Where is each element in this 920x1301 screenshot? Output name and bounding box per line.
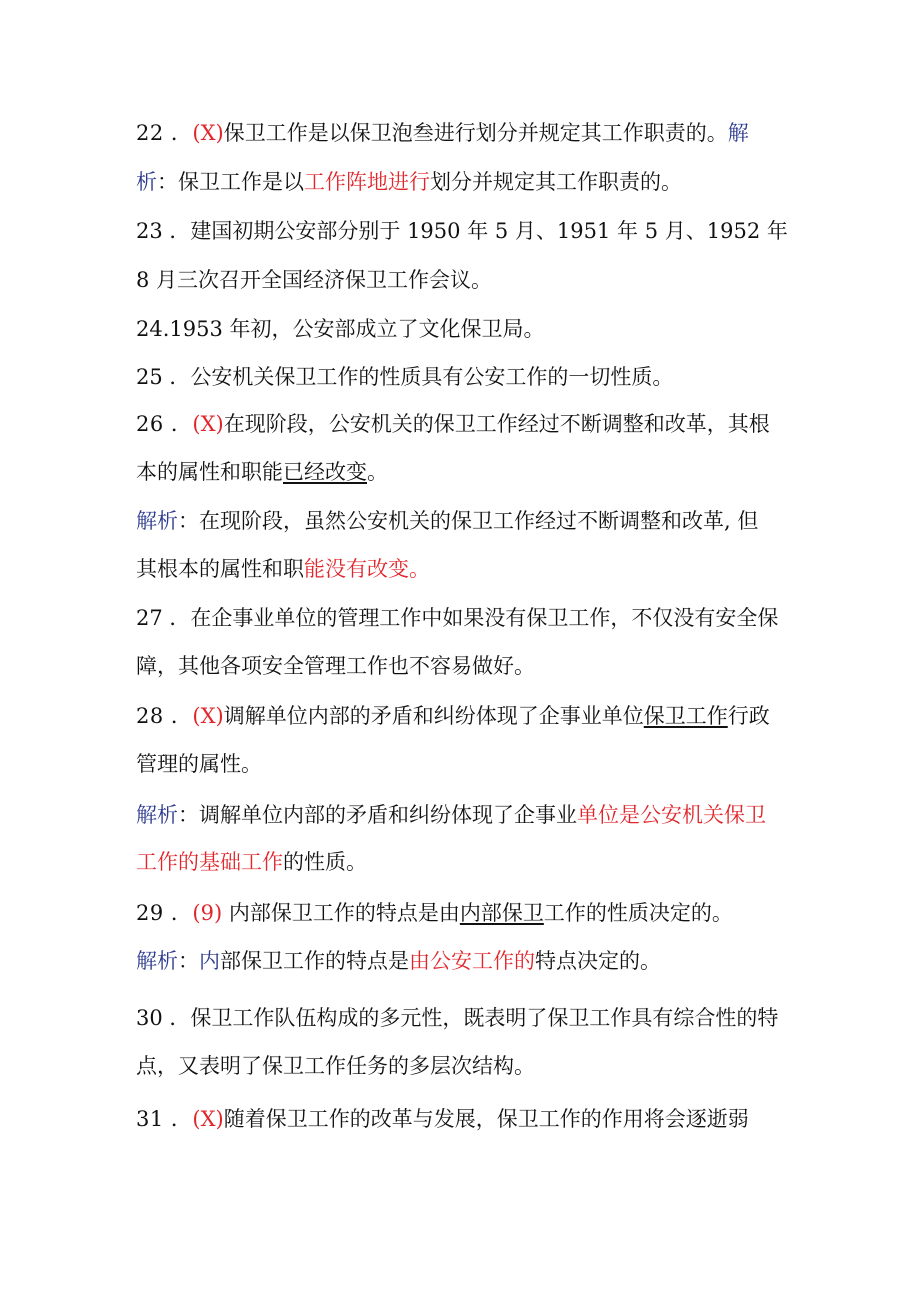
text-line [136,1104,800,1134]
text-segment: 8 月三次召开全国经济保卫工作会议。 [136,268,493,292]
text-segment: 内部保卫工作的特点是由 [222,901,460,925]
text-line [136,265,800,295]
text-segment: 随着保卫工作的改革与发展，保卫工作的作用将会逐逝弱 [223,1107,749,1131]
text-line [136,701,800,731]
highlight-text: 由公安工作的 [409,949,535,973]
text-segment: ： [178,949,199,973]
text-segment: 保卫工作是以保卫泡叁进行划分并规定其工作职责的。 [223,121,728,145]
text-segment: 24.1953 年初，公安部成立了文化保卫局。 [136,317,545,341]
text-segment: ：保卫工作是以 [157,170,304,194]
text-line [136,554,800,584]
text-segment: 特点决定的。 [535,949,661,973]
analysis-label: 解 [727,121,749,145]
text-line [136,457,800,487]
analysis-label: 内 [199,949,220,973]
text-line [136,898,800,928]
text-segment: 行政 [727,704,770,728]
text-line [136,167,800,197]
highlight-text: (X) [192,1107,224,1131]
text-segment: 障，其他各项安全管理工作也不容易做好。 [136,654,535,678]
text-segment: 31 ． [136,1107,193,1131]
text-segment: 点，又表明了保卫工作任务的多层次结构。 [136,1054,535,1078]
highlight-text: (9) [192,901,223,925]
text-line [136,847,800,877]
text-segment: 。 [367,460,388,484]
text-segment: 管理的属性。 [136,752,262,776]
text-segment: 调解单位内部的矛盾和纠纷体现了企事业单位 [223,704,644,728]
text-segment: 23 ．建国初期公安部分别于 1950 年 5 月、1951 年 5 月、1952 年 [136,219,788,243]
analysis-label: 解析 [136,509,178,533]
highlight-text: 能没有改变。 [304,557,430,581]
text-segment: 25 ．公安机关保卫工作的性质具有公安工作的一切性质。 [136,365,674,389]
highlight-text: 单位是公安机关保卫 [577,803,766,827]
text-line [136,506,800,536]
text-segment: 本的属性和职能 [136,460,283,484]
highlight-text: (X) [192,121,224,145]
text-segment: 工作的性质决定的。 [543,901,733,925]
text-segment: 29 ． [136,901,193,925]
underlined-text: 内部保卫 [459,901,544,925]
text-line [136,118,800,148]
text-segment: 26 ． [136,412,193,436]
text-segment: 部保卫工作的特点是 [220,949,409,973]
analysis-label: 解析 [136,949,178,973]
text-line [136,1003,800,1033]
text-line [136,946,800,976]
text-segment: 其根本的属性和职 [136,557,304,581]
text-segment: ：调解单位内部的矛盾和纠纷体现了企事业 [178,803,577,827]
text-line [136,362,800,392]
text-line [136,409,800,439]
highlight-text: 工作的基础工作 [136,850,283,874]
text-segment: ：在现阶段，虽然公安机关的保卫工作经过不断调整和改革, 但 [178,509,759,533]
highlight-text: 工作阵地进行 [304,170,430,194]
highlight-text: (X) [192,704,224,728]
text-segment: 30 ．保卫工作队伍构成的多元性，既表明了保卫工作具有综合性的特 [136,1006,779,1030]
text-segment: 22 ． [136,121,193,145]
text-segment: 28 ． [136,704,193,728]
highlight-text: (X) [192,412,224,436]
text-line [136,603,800,633]
text-segment: 划分并规定其工作职责的。 [430,170,682,194]
text-line [136,216,800,246]
text-line [136,1051,800,1081]
text-line [136,749,800,779]
text-segment: 27 ．在企事业单位的管理工作中如果没有保卫工作，不仅没有安全保 [136,606,779,630]
analysis-label: 析 [136,170,157,194]
text-segment: 在现阶段，公安机关的保卫工作经过不断调整和改革，其根 [223,412,770,436]
text-line [136,651,800,681]
text-line [136,800,800,830]
text-segment: 的性质。 [283,850,367,874]
underlined-text: 保卫工作 [643,704,728,728]
text-line [136,314,800,344]
analysis-label: 解析 [136,803,178,827]
underlined-text: 已经改变 [283,460,367,484]
